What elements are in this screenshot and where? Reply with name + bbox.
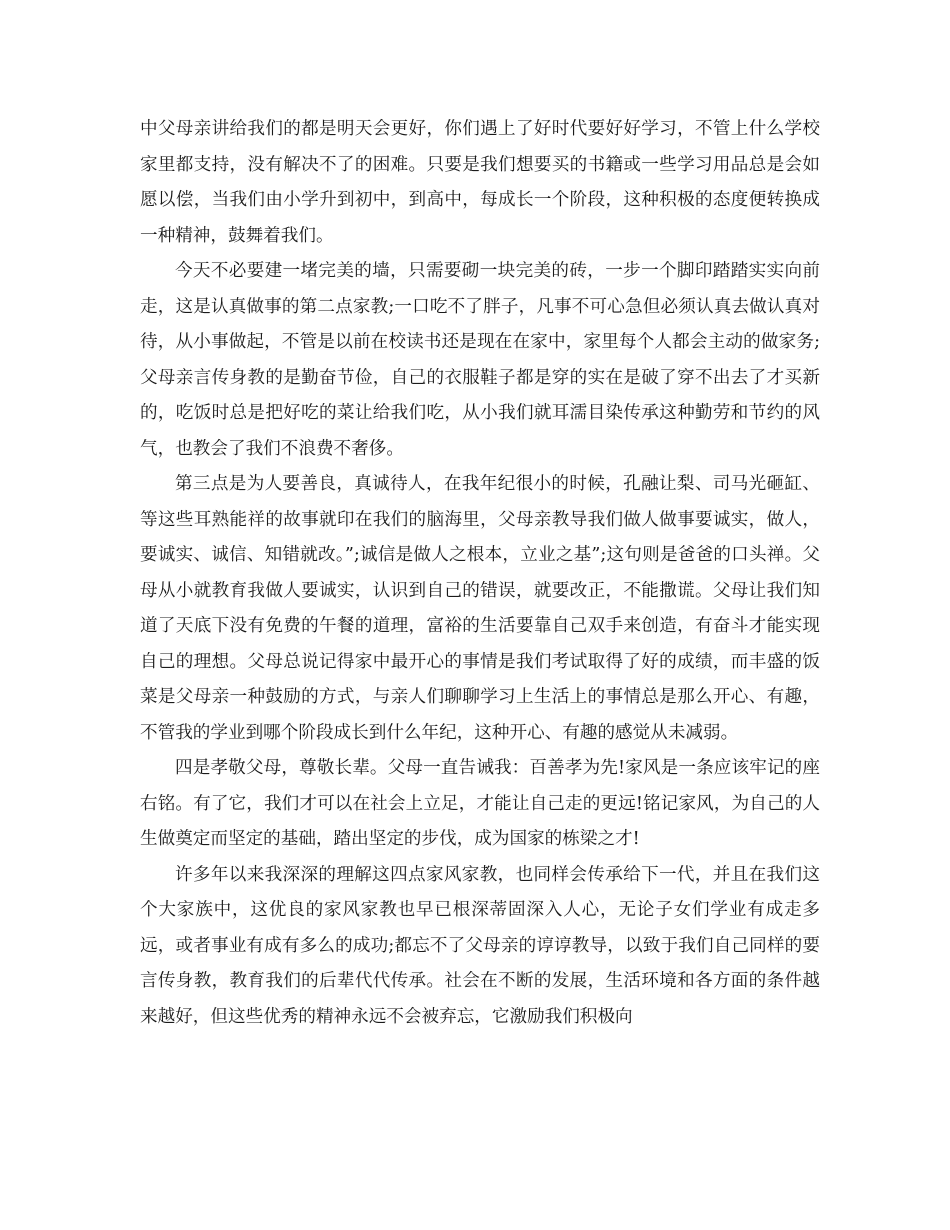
paragraph-1: 中父母亲讲给我们的都是明天会更好，你们遇上了好时代要好好学习，不管上什么学校家里都支持，没有解决不了的困难。只要是我们想要买的书籍或一些学习用品总是会如愿以偿，当我们由小学升到初中，到高中，每成长一个阶段，这种积极的态度便转换成一种精神，鼓舞着我们。: [140, 119, 820, 246]
paragraph-2: 今天不必要建一堵完美的墙，只需要砌一块完美的砖，一步一个脚印踏踏实实向前走，这是认真做事的第二点家教;一口吃不了胖子，凡事不可心急但必须认真去做认真对待，从小事做起，不管是以前在校读书还是现在在家中，家里每个人都会主动的做家务;父母亲言传身教的是勤奋节俭，自己的衣服鞋子都是穿的实在是破了穿不出去了才买新的，吃饭时总是把好吃的菜让给我们吃，从小我们就耳濡目染传承这种勤劳和节约的风气，也教会了我们不浪费不奢侈。: [140, 261, 820, 459]
document-body: [140, 112, 820, 1035]
paragraph-3: 第三点是为人要善良，真诚待人，在我年纪很小的时候，孔融让梨、司马光砸缸、等这些耳熟能祥的故事就印在我们的脑海里，父母亲教导我们做人做事要诚实，做人，要诚实、诚信、知错就改。”;诚信是做人之根本，立业之基”;这句则是爸爸的口头禅。父母从小就教育我做人要诚实，认识到自己的错误，就要改正，不能撒谎。父母让我们知道了天底下没有免费的午餐的道理，富裕的生活要靠自己双手来创造，有奋斗才能实现自己的理想。父母总说记得家中最开心的事情是我们考试取得了好的成绩，而丰盛的饭菜是父母亲一种鼓励的方式，与亲人们聊聊学习上生活上的事情总是那么开心、有趣，不管我的学业到哪个阶段成长到什么年纪，这种开心、有趣的感觉从未减弱。: [140, 474, 820, 743]
paragraph-4: 四是孝敬父母，尊敬长辈。父母一直告诫我：百善孝为先!家风是一条应该牢记的座右铭。有了它，我们才可以在社会上立足，才能让自己走的更远!铭记家风，为自己的人生做奠定而坚定的基础，踏出坚定的步伐，成为国家的栋梁之才!: [140, 758, 820, 849]
paragraph-5: 许多年以来我深深的理解这四点家风家教，也同样会传承给下一代，并且在我们这个大家族中，这优良的家风家教也早已根深蒂固深入人心，无论子女们学业有成走多远，或者事业有成有多么的成功;都忘不了父母亲的谆谆教导，以致于我们自己同样的要言传身教，教育我们的后辈代代传承。社会在不断的发展，生活环境和各方面的条件越来越好，但这些优秀的精神永远不会被弃忘，它激励我们积极向: [140, 864, 820, 1027]
